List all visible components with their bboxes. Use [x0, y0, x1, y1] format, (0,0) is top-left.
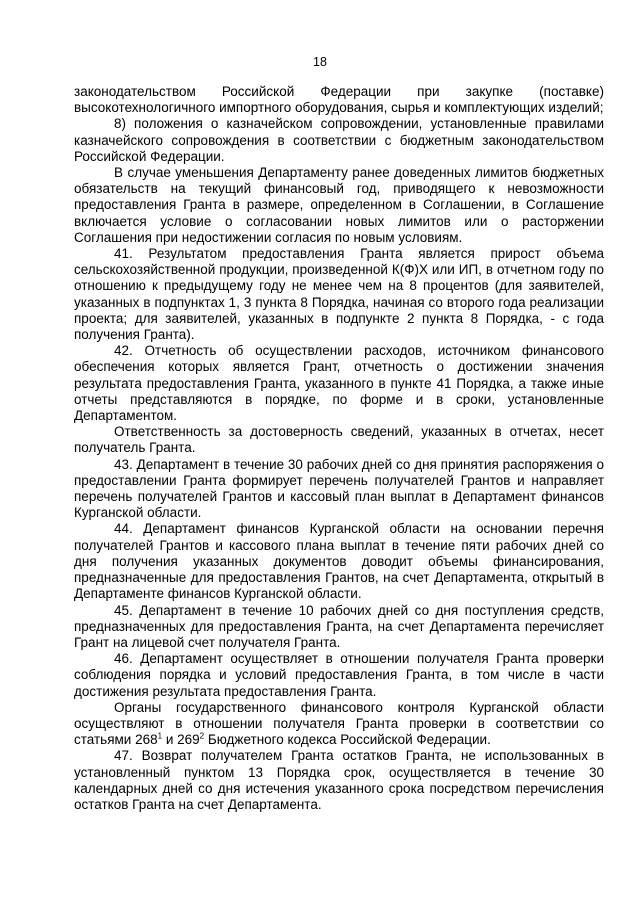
paragraph-limits-reduction: В случае уменьшения Департаменту ранее доведенных лимитов бюджетных обязательств на текущий финансовый год, приводящего к невозможности предоставления Гранта в размере, определенном в Соглашении, в Соглашение включается условие о согласовании новых лимитов или о расторжении Соглашения при недостижении согласия по новым условиям. [74, 165, 604, 245]
control-text-before: Органы государственного финансового контроля Курганской области осуществляют в отношении получателя Гранта проверки в соответствии со статьями 268 [74, 699, 604, 748]
paragraph-responsibility: Ответственность за достоверность сведений, указанных в отчетах, несет получатель Гранта. [74, 424, 604, 456]
control-text-after: Бюджетного кодекса Российской Федерации. [204, 732, 491, 748]
paragraph-44: 44. Департамент финансов Курганской области на основании перечня получателей Грантов и кассового плана выплат в течение пяти рабочих дней со дня получения указанных документов доводит объемы финансирования, предназначенные для предоставления Грантов, на счет Департамента, открытый в Департаменте финансов Курганской области. [74, 521, 604, 602]
paragraph-financial-control [74, 700, 604, 749]
paragraph-45: 45. Департамент в течение 10 рабочих дней со дня поступления средств, предназначенных для предоставления Гранта, на счет Департамента перечисляет Грант на лицевой счет получателя Гранта. [74, 602, 604, 650]
footnote-sup-1: 1 [157, 731, 163, 741]
paragraph-47: 47. Возврат получателем Гранта остатков Гранта, не использованных в установленный пунктом 13 Порядка срок, осуществляется в течение 30 календарных дней со дня истечения указанного срока посредством перечисления остатков Гранта на счет Департамента. [74, 748, 604, 812]
document-body [74, 84, 604, 813]
paragraph-42: 42. Отчетность об осуществлении расходов, источником финансового обеспечения которых является Грант, отчетность о достижении значения результата предоставления Гранта, указанного в пункте 41 Порядка, а также иные отчеты представляются в порядке, по форме и в сроки, установленные Департаментом. [74, 343, 604, 424]
paragraph-41: 41. Результатом предоставления Гранта является прирост объема сельскохозяйственной продукции, произведенной К(Ф)Х или ИП, в отчетном году по отношению к предыдущему году не менее чем на 8 процентов (для заявителей, указанных в подпунктах 1, 3 пункта 8 Порядка, начиная со второго года реализации проекта; для заявителей, указанных в подпункте 2 пункта 8 Порядка, - с года получения Гранта). [74, 246, 604, 343]
paragraph-43: 43. Департамент в течение 30 рабочих дней со дня принятия распоряжения о предоставлении Гранта формирует перечень получателей Грантов и направляет перечень получателей Грантов и кассовый план выплат в Департамент финансов Курганской области. [74, 456, 604, 521]
paragraph-46: 46. Департамент осуществляет в отношении получателя Гранта проверки соблюдения порядка и условий предоставления Гранта, в том числе в части достижения результата предоставления Гранта. [74, 651, 604, 699]
control-text-middle: и 269 [162, 732, 200, 748]
paragraph-continuation: законодательством Российской Федерации при закупке (поставке) высокотехнологичного импортного оборудования, сырья и комплектующих изделий; [74, 84, 604, 116]
paragraph-item-8: 8) положения о казначейском сопровождении, установленные правилами казначейского сопровождения в соответствии с бюджетным законодательством Российской Федерации. [74, 116, 604, 164]
footnote-sup-2: 2 [199, 731, 205, 741]
page-number: 18 [313, 55, 327, 69]
